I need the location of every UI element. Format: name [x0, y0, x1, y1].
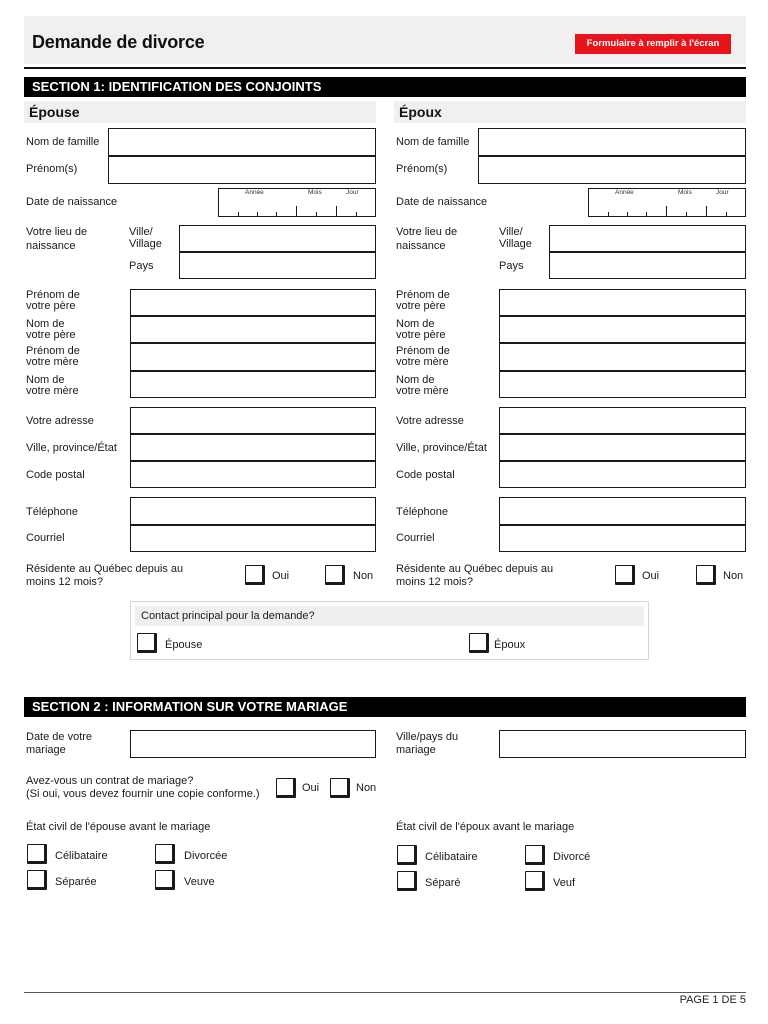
contact-epoux-checkbox[interactable] [469, 633, 489, 653]
epouse-divorcee-checkbox[interactable] [155, 844, 175, 864]
epoux-telephone-label: Téléphone [396, 506, 448, 518]
epouse-ville-input[interactable] [179, 225, 376, 252]
epouse-prenoms-input[interactable] [108, 156, 376, 184]
epouse-veuve-label: Veuve [184, 876, 215, 888]
date-mariage-label-l2: mariage [26, 744, 66, 756]
contrat-non-checkbox[interactable] [330, 778, 350, 798]
epouse-resident-non-checkbox[interactable] [325, 565, 345, 585]
epoux-resident-label-l1: Résidente au Québec depuis au [396, 563, 554, 575]
epouse-prenom-pere-label-l2: votre père [26, 300, 76, 312]
epoux-prenom-mere-label-l1: Prénom de [396, 345, 450, 357]
epouse-adresse-input[interactable] [130, 407, 376, 434]
epoux-ville-province-input[interactable] [499, 434, 746, 461]
contact-principal-question: Contact principal pour la demande? [135, 606, 644, 626]
epouse-courriel-input[interactable] [130, 525, 376, 552]
epouse-pays-input[interactable] [179, 252, 376, 279]
epouse-resident-non-label: Non [353, 570, 374, 582]
date-mariage-label-l1: Date de votre [26, 731, 93, 743]
mois-caption: Mois [678, 189, 692, 196]
form-title: Demande de divorce [32, 32, 205, 52]
date-tick [296, 206, 297, 216]
epouse-celibataire-checkbox[interactable] [27, 844, 47, 864]
contrat-non-label: Non [356, 782, 377, 794]
epouse-date-naissance-input[interactable] [218, 188, 376, 217]
epoux-ville-label-l2: Village [499, 238, 532, 250]
epoux-resident-oui-checkbox[interactable] [615, 565, 635, 585]
date-tick [356, 212, 357, 216]
epouse-resident-oui-checkbox[interactable] [245, 565, 265, 585]
contrat-mariage-label-l2: (Si oui, vous devez fournir une copie conforme.) [26, 788, 260, 800]
epoux-ville-label-l1: Ville/ [499, 226, 523, 238]
date-tick [238, 212, 239, 216]
etat-civil-epouse-label: État civil de l'épouse avant le mariage [26, 821, 211, 833]
jour-caption: Jour [346, 189, 359, 196]
epoux-date-naissance-input[interactable] [588, 188, 746, 217]
epoux-adresse-label: Votre adresse [396, 415, 464, 427]
epoux-celibataire-label: Célibataire [425, 851, 478, 863]
epouse-lieu-naissance-label-l2: naissance [26, 240, 76, 252]
epouse-pays-label: Pays [129, 260, 154, 272]
epouse-resident-oui-label: Oui [272, 570, 290, 582]
epouse-ville-province-input[interactable] [130, 434, 376, 461]
contrat-oui-label: Oui [302, 782, 320, 794]
epoux-divorce-label: Divorcé [553, 851, 591, 863]
ville-pays-mariage-label-l2: mariage [396, 744, 436, 756]
epoux-nom-pere-label-l2: votre père [396, 329, 446, 341]
epouse-nom-pere-label-l1: Nom de [26, 318, 65, 330]
epoux-ville-input[interactable] [549, 225, 746, 252]
epouse-date-naissance-label: Date de naissance [26, 196, 118, 208]
date-tick [276, 212, 277, 216]
epoux-pays-input[interactable] [549, 252, 746, 279]
epoux-resident-non-checkbox[interactable] [696, 565, 716, 585]
epoux-nom-mere-label-l1: Nom de [396, 374, 435, 386]
epoux-veuf-label: Veuf [553, 877, 576, 889]
epouse-code-postal-label: Code postal [26, 469, 85, 481]
epouse-prenom-pere-input[interactable] [130, 289, 376, 316]
epoux-lieu-naissance-label-l2: naissance [396, 240, 446, 252]
epouse-column-heading: Épouse [24, 101, 376, 123]
epouse-prenom-mere-label-l1: Prénom de [26, 345, 80, 357]
epoux-code-postal-input[interactable] [499, 461, 746, 488]
date-tick [686, 212, 687, 216]
contact-principal-panel [130, 601, 649, 660]
section1-title: SECTION 1: IDENTIFICATION DES CONJOINTS [24, 77, 746, 97]
etat-civil-epoux-label: État civil de l'époux avant le mariage [396, 821, 575, 833]
fill-on-screen-badge: Formulaire à remplir à l'écran [575, 34, 731, 54]
epouse-courriel-label: Courriel [26, 532, 65, 544]
date-tick [646, 212, 647, 216]
contrat-mariage-label-l1: Avez-vous un contrat de mariage? [26, 775, 194, 787]
epoux-prenom-pere-input[interactable] [499, 289, 746, 316]
header-divider [24, 67, 746, 69]
epoux-ville-province-label: Ville, province/État [396, 442, 487, 454]
epoux-courriel-input[interactable] [499, 525, 746, 552]
epouse-lieu-naissance-label-l1: Votre lieu de [26, 226, 88, 238]
epouse-ville-province-label: Ville, province/État [26, 442, 117, 454]
date-tick [726, 212, 727, 216]
epoux-resident-non-label: Non [723, 570, 744, 582]
epouse-prenom-pere-label-l1: Prénom de [26, 289, 80, 301]
footer-divider [24, 992, 746, 993]
epoux-lieu-naissance-label-l1: Votre lieu de [396, 226, 458, 238]
epoux-column-heading: Époux [394, 101, 746, 123]
epoux-prenom-pere-label-l1: Prénom de [396, 289, 450, 301]
epoux-prenom-pere-label-l2: votre père [396, 300, 446, 312]
epoux-nom-pere-input[interactable] [499, 316, 746, 343]
epouse-nom-mere-label-l2: votre mère [26, 385, 79, 397]
date-tick [316, 212, 317, 216]
contact-epouse-checkbox[interactable] [137, 633, 157, 653]
epouse-nom-famille-label: Nom de famille [26, 136, 100, 148]
epouse-divorcee-label: Divorcée [184, 850, 228, 862]
contact-epoux-label: Époux [494, 639, 526, 651]
epoux-prenom-mere-label-l2: votre mère [396, 356, 449, 368]
epoux-separe-checkbox[interactable] [397, 871, 417, 891]
epoux-separe-label: Séparé [425, 877, 461, 889]
epouse-telephone-input[interactable] [130, 497, 376, 525]
date-tick [608, 212, 609, 216]
epoux-divorce-checkbox[interactable] [525, 845, 545, 865]
ville-pays-mariage-label-l1: Ville/pays du [396, 731, 459, 743]
epouse-celibataire-label: Célibataire [55, 850, 108, 862]
date-tick [257, 212, 258, 216]
epouse-veuve-checkbox[interactable] [155, 870, 175, 890]
epoux-prenom-mere-input[interactable] [499, 343, 746, 371]
section2-title: SECTION 2 : INFORMATION SUR VOTRE MARIAGE [24, 697, 746, 717]
epoux-veuf-checkbox[interactable] [525, 871, 545, 891]
epouse-separee-checkbox[interactable] [27, 870, 47, 890]
date-tick [627, 212, 628, 216]
epoux-pays-label: Pays [499, 260, 524, 272]
epoux-prenoms-label: Prénom(s) [396, 163, 448, 175]
epouse-adresse-label: Votre adresse [26, 415, 94, 427]
epoux-prenoms-input[interactable] [478, 156, 746, 184]
epoux-nom-mere-label-l2: votre mère [396, 385, 449, 397]
form-header [24, 16, 746, 64]
epoux-nom-famille-label: Nom de famille [396, 136, 470, 148]
epoux-nom-famille-input[interactable] [478, 128, 746, 156]
date-tick [336, 206, 337, 216]
epouse-prenoms-label: Prénom(s) [26, 163, 78, 175]
annee-caption: Année [245, 189, 264, 196]
epouse-ville-label-l2: Village [129, 238, 162, 250]
annee-caption: Année [615, 189, 634, 196]
epouse-ville-label-l1: Ville/ [129, 226, 153, 238]
epouse-prenom-mere-label-l2: votre mère [26, 356, 79, 368]
epouse-resident-label-l1: Résidente au Québec depuis au [26, 563, 184, 575]
epouse-separee-label: Séparée [55, 876, 97, 888]
jour-caption: Jour [716, 189, 729, 196]
date-mariage-input[interactable] [130, 730, 376, 758]
epoux-adresse-input[interactable] [499, 407, 746, 434]
epouse-prenom-mere-input[interactable] [130, 343, 376, 371]
epouse-nom-mere-input[interactable] [130, 371, 376, 398]
contact-epouse-label: Épouse [165, 639, 203, 651]
mois-caption: Mois [308, 189, 322, 196]
date-tick [666, 206, 667, 216]
epouse-code-postal-input[interactable] [130, 461, 376, 488]
epoux-telephone-input[interactable] [499, 497, 746, 525]
ville-pays-mariage-input[interactable] [499, 730, 746, 758]
epoux-nom-mere-input[interactable] [499, 371, 746, 398]
epouse-resident-label-l2: moins 12 mois? [26, 576, 104, 588]
page-number: PAGE 1 DE 5 [679, 994, 746, 1006]
epouse-telephone-label: Téléphone [26, 506, 78, 518]
epouse-nom-famille-input[interactable] [108, 128, 376, 156]
contrat-oui-checkbox[interactable] [276, 778, 296, 798]
date-tick [706, 206, 707, 216]
epoux-courriel-label: Courriel [396, 532, 435, 544]
epoux-celibataire-checkbox[interactable] [397, 845, 417, 865]
epoux-resident-label-l2: moins 12 mois? [396, 576, 474, 588]
epouse-nom-pere-input[interactable] [130, 316, 376, 343]
epoux-date-naissance-label: Date de naissance [396, 196, 488, 208]
epouse-nom-mere-label-l1: Nom de [26, 374, 65, 386]
epoux-code-postal-label: Code postal [396, 469, 455, 481]
epoux-resident-oui-label: Oui [642, 570, 660, 582]
epoux-nom-pere-label-l1: Nom de [396, 318, 435, 330]
epouse-nom-pere-label-l2: votre père [26, 329, 76, 341]
